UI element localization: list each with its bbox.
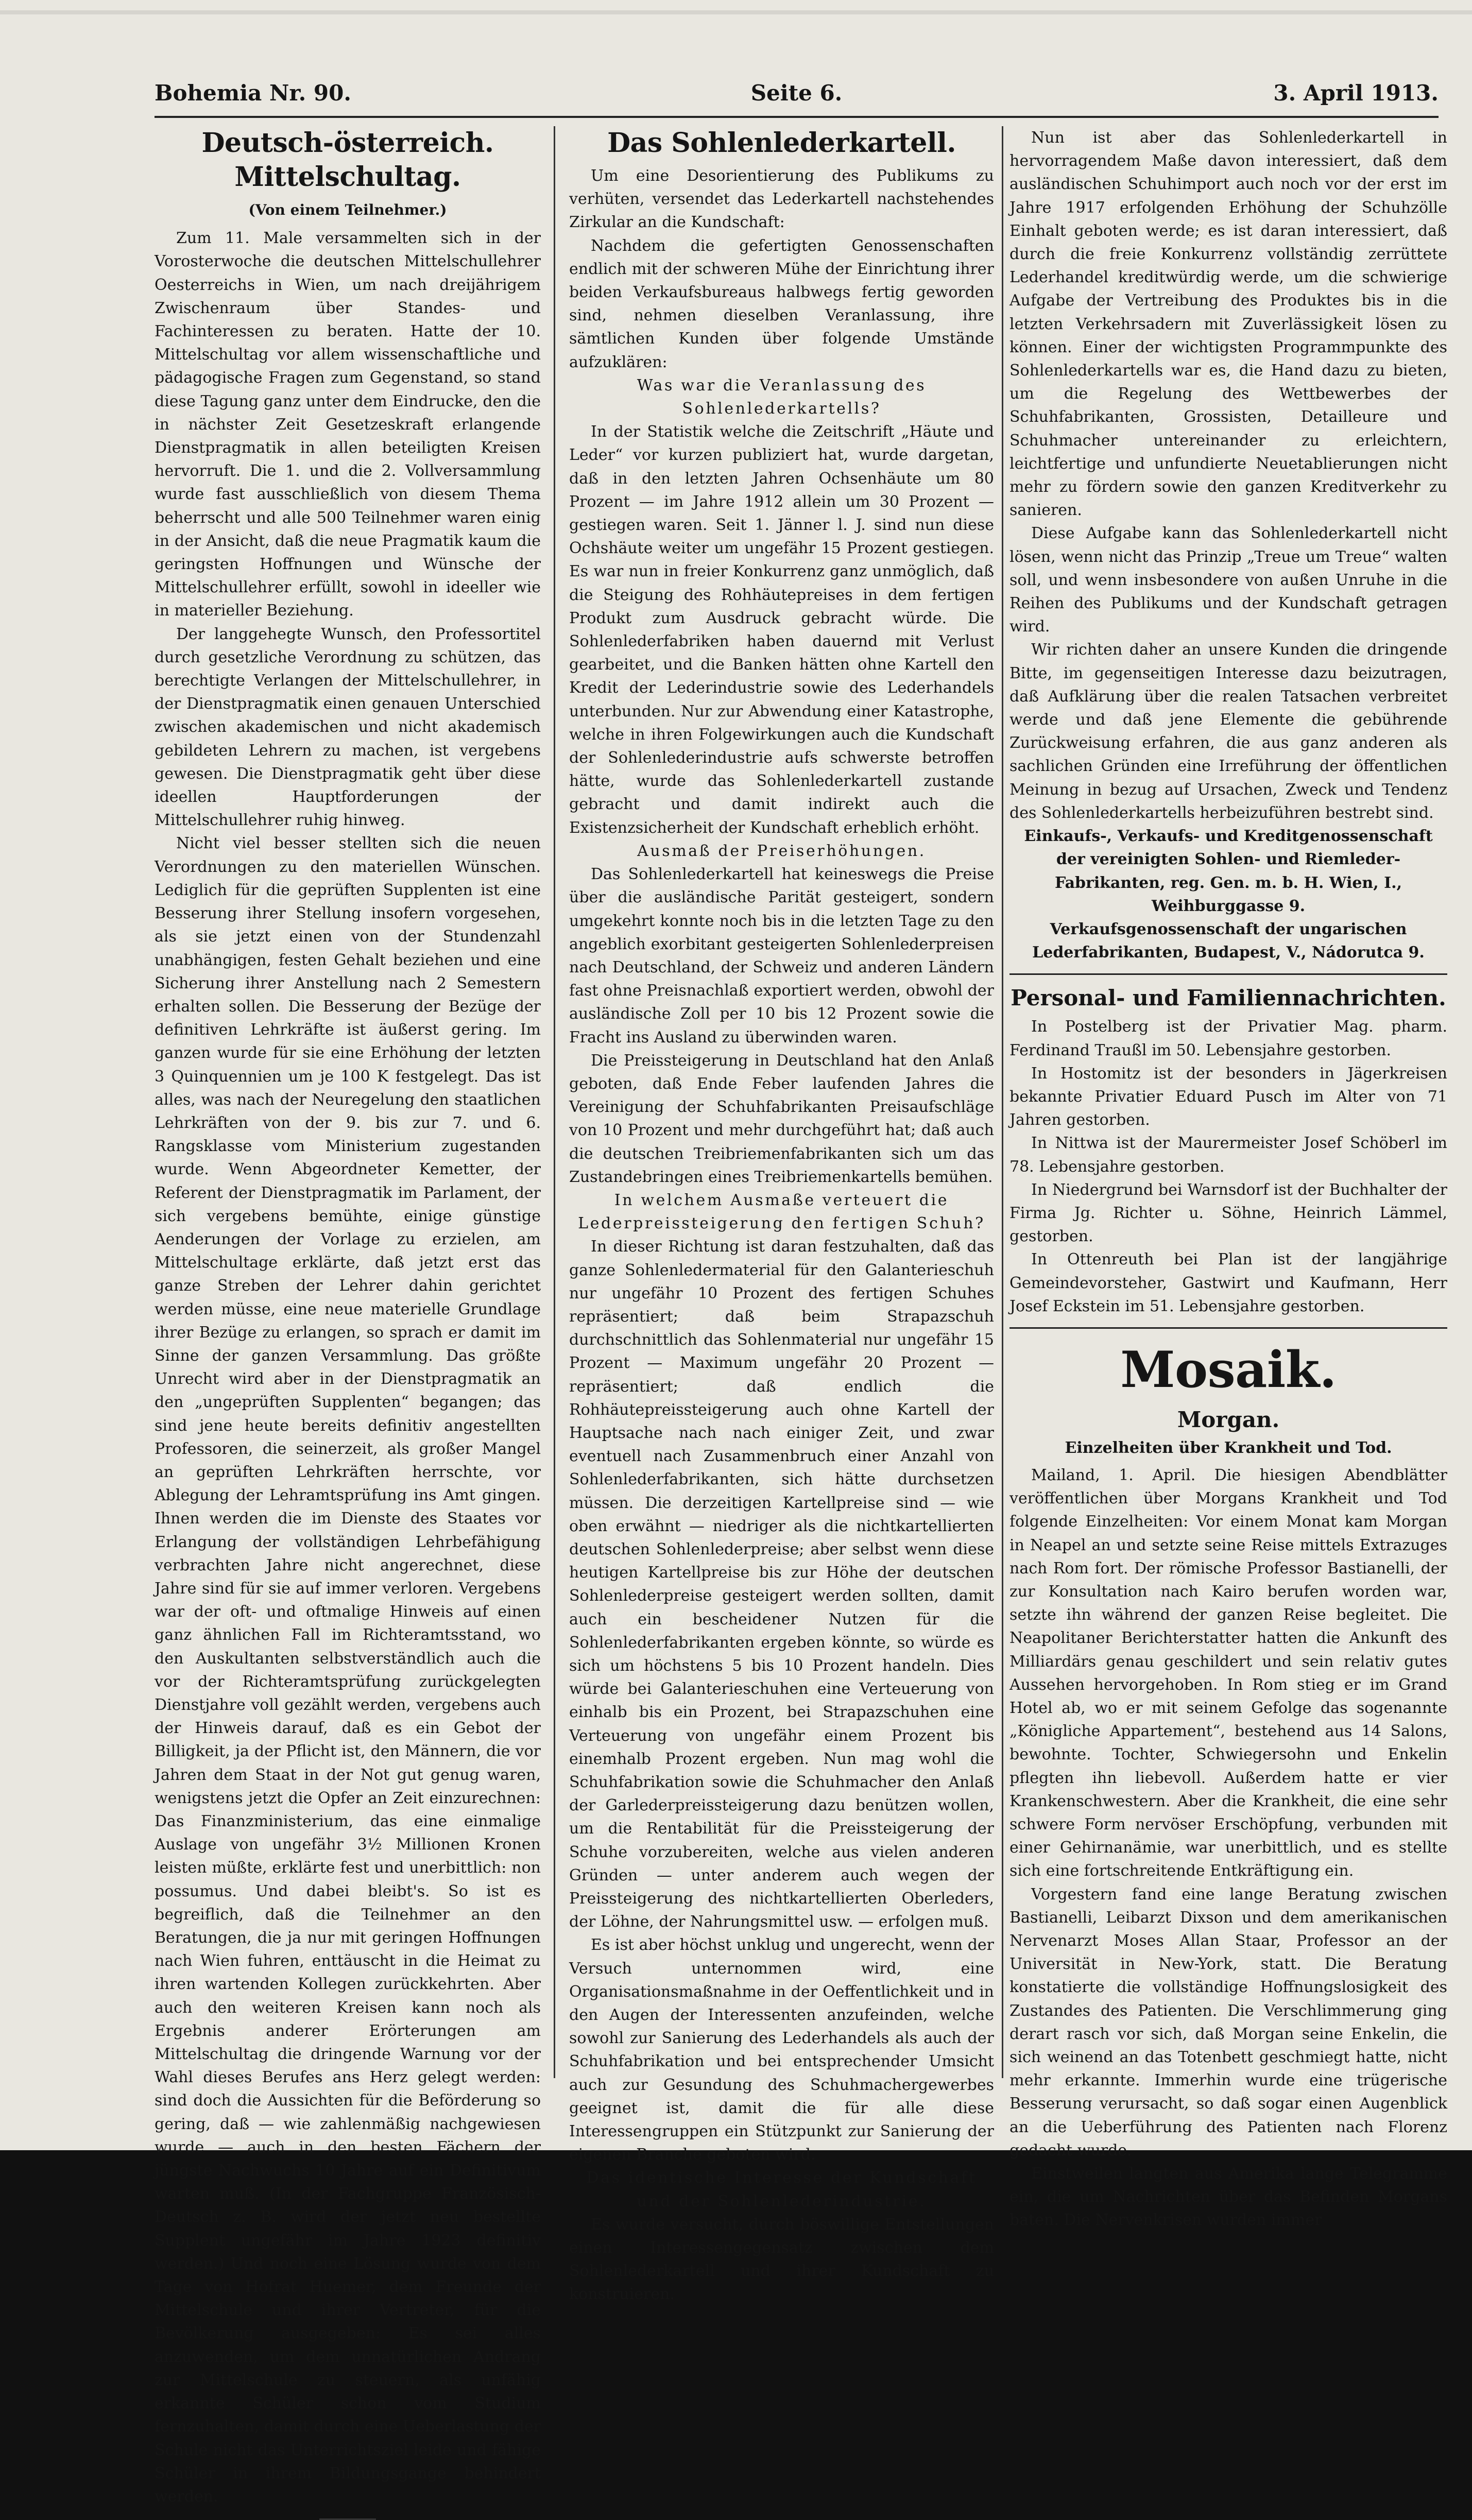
signature: Einkaufs-, Verkaufs- und Kreditgenossenschaft der vereinigten Sohlen- und Riemleder-Fabrikanten, reg. Gen. m. b. H. Wien, I., Weihburggasse 9. [1024,827,1433,915]
article-paragraph: Nun ist aber das Sohlenlederkartell in hervorragendem Maße davon interessiert, daß dem ausländischen Schuhimport auch noch vor der erst im Jahre 1917 erfolgenden Erhöhung der Schuhzölle Einhalt geboten werde; es ist daran interessiert, daß durch die freie Konkurrenz vollständig zerrüttete Lederhandel kreditwürdig werde, um die schwierige Aufgabe der Vertreibung des Produktes bis in die letzten Verkehrsadern mit Zuverlässigkeit lösen zu können. Einer der wichtigsten Programmpunkte des Sohlenlederkartells war es, die Hand dazu zu bieten, um die Regelung des Wettbewerbes der Schuhfabrikanten, Grossisten, Detailleure und Schuhmacher untereinander zu erleichtern, leichtfertige und unfundierte Neuetablierungen nicht mehr zu fördern sowie den ganzen Kreditverkehr zu sanieren. [1009,129,1447,520]
article-paragraph: Um eine Desorientierung des Publikums zu verhüten, versendet das Lederkartell nachstehendes Zirkular an die Kundschaft: [569,167,994,232]
article-paragraph: Vorgestern fand eine lange Beratung zwischen Bastianelli, Leibarzt Dixson und dem amerikanischen Nervenarzt Moses Allan Staar, Professor an der Universität in New-York, statt. Die Beratung konstatierte die vollständige Hoffnungslosigkeit des Zustandes des Patienten. Die Verschlimmerung ging derart rasch vor sich, daß Morgan seine Enkelin, die sich weinend an das Totenbett geschmiegt hatte, nicht mehr erkannte. Immerhin wurde eine trügerische Besserung verursacht, so daß sogar einen Augenblick an die Ueberführung des Patienten nach Florenz gedacht wurde. [1009,1885,1447,2159]
article-paragraph: Es wurde versucht, durch böswillige Entstellungen einen Interessengegensatz zwischen dem Sohlenlederkartell und ihrer Kundschaft zu konstruieren. [569,2215,994,2304]
article-paragraph: Diese Aufgabe kann das Sohlenlederkartell nicht lösen, wenn nicht das Prinzip „Treue um Treue“ walten soll, und wenn insbesondere von außen Unruhe in die Reihen des Publikums und der Kundschaft getragen wird. [1009,524,1447,636]
section-heading: Was war die Veranlassung des Sohlenlederkartells? [637,376,927,418]
column-rule [1002,126,1003,2078]
article-paragraph: Das Sohlenlederkartell hat keineswegs die Preise über die ausländische Parität gesteigert, sondern umgekehrt konnte noch bis in die letzten Tage zu den angeblich exorbitant gesteigerten Sohlenlederpreisen nach Deutschland, der Schweiz und anderen Ländern fast ohne Preisnachlaß exportiert werden, obwohl der ausländische Zoll per 10 bis 12 Prozent sowie die Fracht ins Ausland zu überwinden waren. [569,865,994,1047]
section-rule [1009,973,1447,975]
header-page-number: Seite 6. [750,80,843,106]
article-title: Deutsch-österreich. Mittelschultag. [201,127,494,193]
section-heading: Ausmaß der Preiserhöhungen. [637,842,926,860]
article-paragraph: Der langgehegte Wunsch, den Professortitel durch gesetzliche Verordnung zu schützen, das berechtigte Verlangen der Mittelschullehrer, in der Dienstpragmatik einen genauen Unterschied zwischen akademischen und nicht akademisch gebildeten Lehrern zu machen, ist vergebens gewesen. Die Dienstpragmatik geht über diese ideellen Hauptforderungen der Mittelschullehrer ruhig hinweg. [155,625,541,830]
article-paragraph: Es ist aber höchst unklug und ungerecht, wenn der Versuch unternommen wird, eine Organisationsmaßnahme in der Oeffentlichkeit und in den Augen der Interessenten anzufeinden, welche sowohl zur Sanierung des Lederhandels als auch der Schuhfabrikation und bei entsprechender Umsicht auch zur Gesundung des Schuhmachergewerbes geeignet ist, damit die für alle diese Interessengruppen ein Stützpunkt zur Sanierung der eigenen Branche geboten wird. [569,1936,994,2164]
column-3 [1009,126,1447,2230]
page-header [155,77,1439,118]
article-paragraph: Einstweilen langten aus Amerika lange Telegramme ein, die um Nachrichten über das Befinden Morgans baten. Die Nervenkrisen wurden immer [1009,2165,1447,2230]
scan-edge [0,10,1472,14]
header-issue: Bohemia Nr. 90. [155,80,351,106]
article-paragraph: Mailand, 1. April. Die hiesigen Abendblätter veröffentlichen über Morgans Krankheit und Tod folgende Einzelheiten: Vor einem Monat kam Morgan in Neapel an und setzte seine Reise mittels Extrazuges nach Rom fort. Der römische Professor Bastianelli, der zur Konsultation nach Kairo berufen worden war, setzte ihn während der ganzen Reise begleitet. Die Neapolitaner Berichterstatter hatten die Ankunft des Milliardärs genau geschildert und sein relativ gutes Aussehen hervorgehoben. In Rom stieg er im Grand Hotel ab, wo er mit seinem Gefolge das sogenannte „Königliche Appartement“, bestehend aus 14 Salons, bewohnte. Tochter, Schwiegersohn und Enkelin pflegten ihn liebevoll. Außerdem hatte er vier Krankenschwestern. Aber die Krankheit, die eine sehr schwere Form nervöser Erschöpfung, verbunden mit einer Gehirnanämie, war unerbittlich, und es stellte sich eine fortschreitende Entkräftigung ein. [1009,1466,1447,1880]
article-paragraph: In der Statistik welche die Zeitschrift „Häute und Leder“ vor kurzen publiziert hat, wurde dargetan, daß in den letzten Jahren Ochsenhäute um 80 Prozent — im Jahre 1912 allein um 30 Prozent — gestiegen waren. Seit 1. Jänner l. J. sind nun diese Ochshäute weiter um ungefähr 15 Prozent gestiegen. Es war nun in freier Konkurrenz ganz unmöglich, daß die Steigung des Rohhäutepreises in dem fertigen Produkt zum Ausdruck gebracht würde. Die Sohlenlederfabriken haben dauernd mit Verlust gearbeitet, und die Banken hätten ohne Kartell den Kredit der Lederindustrie sowie des Lederhandels unterbunden. Nur zur Abwendung einer Katastrophe, welche in ihren Folgewirkungen auch die Kundschaft der Sohlenlederindustrie aufs schwerste betroffen hätte, wurde das Sohlenlederkartell zustande gebracht und damit indirekt auch die Existenzsicherheit der Kundschaft erheblich erhöht. [569,423,994,837]
column-1 [155,126,541,2506]
article-paragraph: Wir richten daher an unsere Kunden die dringende Bitte, im gegenseitigen Interesse dazu beizutragen, daß Aufklärung über die realen Tatsachen verbreitet werde und daß jene Elemente die gebührende Zurückweisung erfahren, die aus ganz anderen als sachlichen Gründen eine Irreführung der öffentlichen Meinung in bezug auf Ursachen, Zweck und Tendenz des Sohlenlederkartells herbeizuführen bestrebt sind. [1009,641,1447,822]
news-item: In Niedergrund bei Warnsdorf ist der Buchhalter der Firma Jg. Richter u. Söhne, Heinrich Lämmel, gestorben. [1009,1180,1447,1246]
news-item: In Hostomitz ist der besonders in Jägerkreisen bekannte Privatier Eduard Pusch im Alter von 71 Jahren gestorben. [1009,1064,1447,1129]
article-subtitle: Einzelheiten über Krankheit und Tod. [1065,1438,1392,1457]
article-paragraph: Nicht viel besser stellten sich die neuen Verordnungen zu den materiellen Wünschen. Lediglich für die geprüften Supplenten ist eine Besserung ihrer Stellung insofern vorgesehen, als sie jetzt einen von der Stundenzahl unabhängigen, festen Gehalt beziehen und eine Sicherung ihrer Anstellung nach 2 Semestern erhalten sollen. Die Besserung der Bezüge der definitiven Lehrkräfte ist äußerst gering. Im ganzen wurde für sie eine Erhöhung der letzten 3 Quinquennien um je 100 K festgelegt. Das ist alles, was nach der Neuregelung den staatlichen Lehrkräften von der 9. bis zur 7. und 6. Rangsklasse vom Ministerium zugestanden wurde. Wenn Abgeordneter Kemetter, der Referent der Dienstpragmatik im Parlament, der sich vergebens bemühte, einige günstige Aenderungen der Vorlage zu erzielen, am Mittelschultage erklärte, daß jetzt erst das ganze Streben der Lehrer dahin gerichtet werden müsse, eine neue materielle Grundlage ihrer Bezüge zu erlangen, so sprach er damit im Sinne der ganzen Versammlung. Das größte Unrecht wird aber in der Dienstpragmatik an den „ungeprüften Supplenten“ begangen; das sind jene heute bereits definitiv angestellten Professoren, die seinerzeit, als großer Mangel an geprüften Lehrkräften herrschte, vor Ablegung der Lehramtsprüfung ins Amt gingen. Ihnen werden die im Dienste des Staates vor Erlangung der vollständigen Lehrbefähigung verbrachten Jahre nicht angerechnet, diese Jahre sind für sie auf immer verloren. Vergebens war der oft- und oftmalige Hinweis auf einen ganz ähnlichen Fall im Richteramtsstand, wo den Auskultanten selbstverständlich auch die vor der Richteramtsprüfung zurückgelegten Dienstjahre voll gezählt werden, vergebens auch der Hinweis darauf, daß es ein Gebot der Billigkeit, ja der Pflicht ist, den Männern, die vor Jahren dem Staat in der Not gut genug waren, wenigstens jetzt die Opfer an Zeit einzurechnen: Das Finanzministerium, das eine einmalige Auslage von ungefähr 3½ Millionen Kronen leisten müßte, erklärte fest und unerbittlich: non possumus. Und dabei bleibt's. So ist es begreiflich, daß die Teilnehmer an den Beratungen, die ja nur mit geringen Hoffnungen nach Wien fuhren, enttäuscht in die Heimat zu ihren wartenden Kollegen zurückkehrten. Aber auch den weiteren Kreisen kann noch als Ergebnis anderer Erörterungen am Mittelschultag die dringende Warnung vor der Wahl dieses Berufes ans Herz gelegt werden: sind doch die Aussichten für die Beförderung so gering, daß — wie zahlenmäßig nachgewiesen wurde — auch in den besten Fächern der jüngste Nachwuchs 10 Jahre auf ein Definitivum warten muß. (In der Fachgruppe Französisch-Deutsch z. B. wird der jetzt neu bestellte Supplent ungefähr im Jahre 1923 definitiv werden.) Und noch eine Lösung wurde von dem Tage von Hofrat Huemer, dem Freunde der Mittelschule und ihrer Vertreter, für die Bevölkerung ausgegeben: Es sei alles anzuwenden, um dem unnatürlichen Andrang zur Mittelschule zu steuern, als unfähig erkannte Schüler schon vom Studium fernzuhalten, damit durch eine Ueberlastung der Schule nicht das Unterrichtsziel leide und fähige Schüler in ihrem Bildungsgange behindert werden. [155,834,541,2506]
section-title: Personal- und Familiennachrichten. [1011,985,1446,1011]
section-heading: Das identische Interesse der Kundschaft und der Sohlenlederindustrie. [586,2169,977,2210]
article-title: Das Sohlenlederkartell. [607,127,956,159]
article-paragraph: Die Preissteigerung in Deutschland hat den Anlaß geboten, daß Ende Feber laufenden Jahres die Vereinigung der Schuhfabrikanten Preisaufschläge von 10 Prozent und mehr durchgeführt hat; daß auch die deutschen Treibriemenfabrikanten sich um das Zustandebringen eines Treibriemenkartells bemühen. [569,1051,994,1186]
news-item: In Nittwa ist der Maurermeister Josef Schöberl im 78. Lebensjahre gestorben. [1009,1134,1447,1176]
section-heading: In welchem Ausmaße verteuert die Lederpreissteigerung den fertigen Schuh? [578,1191,985,1233]
header-date: 3. April 1913. [1273,80,1439,106]
article-paragraph: Nachdem die gefertigten Genossenschaften endlich mit der schweren Mühe der Einrichtung ihrer beiden Verkaufsbureaus halbwegs fertig geworden sind, nehmen dieselben Veranlassung, ihre sämtlichen Kunden über folgende Umstände aufzuklären: [569,236,994,371]
article-title: Morgan. [1177,1407,1280,1432]
article-paragraph: Zum 11. Male versammelten sich in der Vorosterwoche die deutschen Mittelschullehrer Oesterreichs in Wien, um nach dreijährigem Zwischenraum über Standes- und Fachinteressen zu beraten. Hatte der 10. Mittelschultag vor allem wissenschaftliche und pädagogische Fragen zum Gegenstand, so stand diese Tagung ganz unter dem Eindrucke, den die in nächster Zeit Gesetzeskraft erlangende Dienstpragmatik in allen beteiligten Kreisen hervorruft. Die 1. und die 2. Vollversammlung wurde fast ausschließlich von diesem Thema beherrscht und alle 500 Teilnehmer waren einig in der Ansicht, daß die neue Pragmatik kaum die geringsten Hoffnungen und Wünsche der Mittelschullehrer erfüllt, sowohl in ideeller wie in materieller Beziehung. [155,229,541,620]
news-item: In Ottenreuth bei Plan ist der langjährige Gemeindevorsteher, Gastwirt und Kaufmann, Herr Josef Eckstein im 51. Lebensjahre gestorben. [1009,1250,1447,1315]
article-byline: (Von einem Teilnehmer.) [248,201,447,218]
section-rule [1009,1327,1447,1329]
signature: Verkaufsgenossenschaft der ungarischen Lederfabrikanten, Budapest, V., Nádorutca 9. [1032,920,1425,962]
news-item: In Postelberg ist der Privatier Mag. pharm. Ferdinand Traußl im 50. Lebensjahre gestorben. [1009,1018,1447,1059]
column-2 [569,126,994,2304]
column-rule [554,126,555,2078]
feuilleton-title: Mosaik. [1120,1340,1337,1399]
article-paragraph: In dieser Richtung ist daran festzuhalten, daß das ganze Sohlenledermaterial für den Galanterieschuh nur ungefähr 10 Prozent des fertigen Schuhes repräsentiert; daß beim Strapazschuh durchschnittlich das Sohlenmaterial nur ungefähr 15 Prozent — Maximum ungefähr 20 Prozent — repräsentiert; daß endlich die Rohhäutepreissteigerung auch ohne Kartell der Hauptsache nach nach einiger Zeit, und zwar eventuell nach Zusammenbruch einer Anzahl von Sohlenlederfabrikanten, sich hätte durchsetzen müssen. Die derzeitigen Kartellpreise sind — wie oben erwähnt — niedriger als die nichtkartellierten deutschen Sohlenlederpreise; aber selbst wenn diese heutigen Kartellpreise bis zur Höhe der deutschen Sohlenlederpreise gesteigert werden sollten, damit auch ein bescheidener Nutzen für die Sohlenlederfabrikanten ergeben könnte, so würde es sich um höchstens 5 bis 10 Prozent handeln. Dies würde bei Galanterieschuhen eine Verteuerung von einhalb bis ein Prozent, bei Strapazschuhen eine Verteuerung von ungefähr einem Prozent bis einemhalb Prozent ergeben. Nun mag wohl die Schuhfabrikation sowie die Schuhmacher den Anlaß der Garlederpreissteigerung dazu benützen wollen, um die Rentabilität für die Preissteigerung der Schuhe vorzubereiten, welche aus vielen anderen Gründen — unter anderem auch wegen der Preissteigerung des nichtkartellierten Oberleders, der Löhne, der Nahrungsmittel usw. — erfolgen muß. [569,1238,994,1931]
